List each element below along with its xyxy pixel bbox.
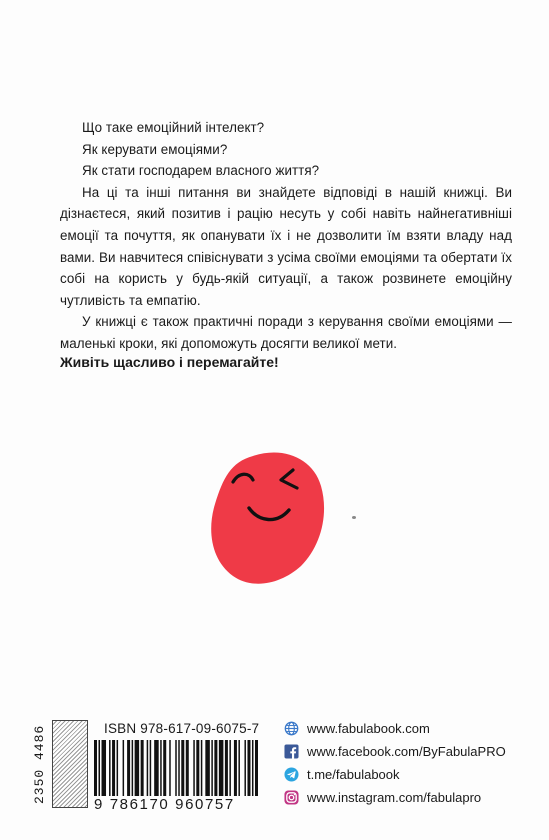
paragraph-1: На ці та інші питання ви знайдете відповіді в нашій книжці. Ви дізнаєтеся, який позитив і рацію несуть у собі навіть найнегативніші емоції та почуття, як опанувати їх і не дозволити їм взяти владу над вами. Ви навчитеся співіснувати з усіма своїми емоціями та обертати їх собі на користь у будь-якій ситуації, а також розвинете емоційну чутливість та емпатію. [60,184,512,308]
barcode-bar [154,740,159,796]
barcode-bar [211,740,213,796]
barcode-bar [186,740,189,796]
barcode-bar [94,740,97,796]
globe-icon [284,721,299,736]
barcode-bar [247,740,250,796]
barcode-bar [181,740,184,796]
contact-website[interactable] [284,717,534,740]
isbn-text: ISBN 978-617-09-6075-7 [104,721,260,736]
instagram-icon [284,790,299,805]
barcode-bar [214,740,217,796]
barcode-bar [244,740,246,796]
barcode-bar [150,740,152,796]
contact-text: www.fabulabook.com [307,721,430,736]
paragraph-2: У книжці є також практичні поради з керування своїми емоціями — маленькі кроки, які допоможуть досягти великої мети. [60,314,512,351]
barcode-bar [225,740,228,796]
question-3: Як стати господарем власного життя? [82,163,320,179]
barcode-bar [109,740,111,796]
barcode-bar [127,740,130,796]
barcode-bar [160,740,162,796]
barcode-digits: 9 786170 960757 [94,796,235,813]
barcode-bar [123,740,125,796]
description-text [60,117,512,355]
barcode-bar [178,740,180,796]
facebook-icon [284,744,299,759]
contact-text: www.instagram.com/fabulapro [307,790,482,805]
winking-face-illustration [205,448,335,588]
barcode-bar [112,740,115,796]
contact-telegram[interactable] [284,763,534,786]
barcode-bar [205,740,210,796]
question-1: Що таке емоційний інтелект? [82,120,265,135]
barcode-bar [229,740,231,796]
contact-instagram[interactable] [284,786,534,809]
barcode-bar [117,740,119,796]
barcode-bar [196,740,199,796]
barcode-bar [252,740,254,796]
contact-text: t.me/fabulabook [307,767,400,782]
speck [352,516,356,519]
barcode-bar [132,740,134,796]
barcode-bar [193,740,195,796]
barcode-bar [255,740,258,796]
contact-text: www.facebook.com/ByFabulaPRO [307,744,506,759]
barcode-bar [135,740,140,796]
barcode-bar [234,740,237,796]
barcode-bars [94,740,258,796]
barcode-bar [219,740,224,796]
barcode-bar [147,740,149,796]
telegram-icon [284,767,299,782]
barcode-bar [175,740,177,796]
barcode-area [32,715,258,811]
hatched-box [52,720,88,808]
slogan: Живіть щасливо і перемагайте! [60,354,279,370]
barcode-bar [238,740,240,796]
barcode-bar [102,740,107,796]
question-2: Як керувати емоціями? [82,141,228,157]
barcode-bar [141,740,144,796]
side-code: 2350 4486 [32,724,47,804]
contacts-list [284,717,534,809]
barcode-bar [169,740,171,796]
barcode-bar [99,740,101,796]
barcode-bar [201,740,203,796]
contact-facebook[interactable] [284,740,534,763]
barcode-bar [163,740,166,796]
